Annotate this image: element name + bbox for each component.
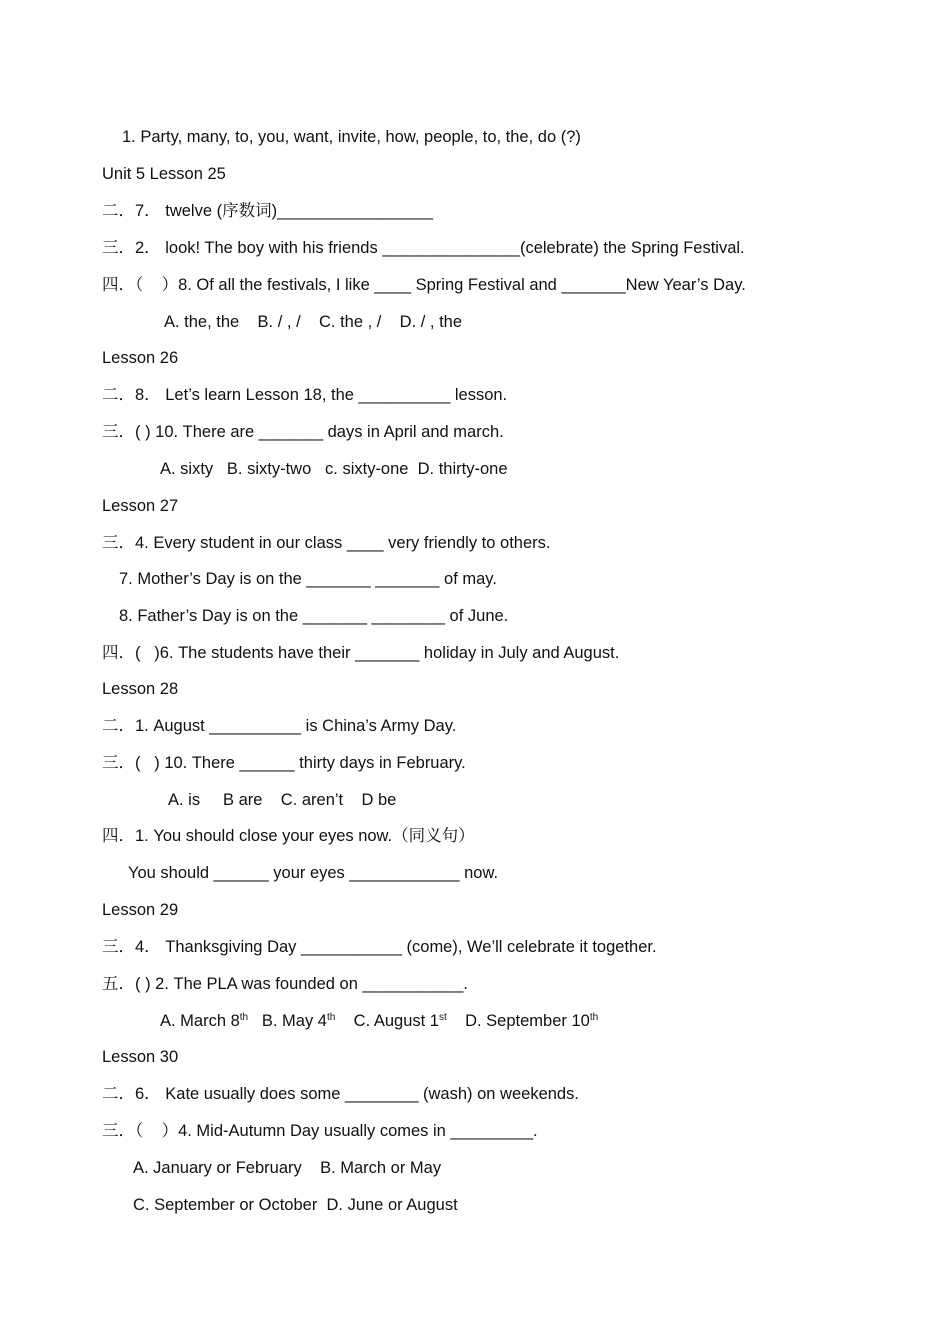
- question-line: 8. Father’s Day is on the _______ ________ of June.: [119, 607, 509, 625]
- lesson-heading: Lesson 27: [102, 497, 179, 515]
- question-line: 1. Party, many, to, you, want, invite, how, people, to, the, do (?): [122, 128, 581, 146]
- lesson-heading: Lesson 30: [102, 1048, 179, 1066]
- ordinal-suffix: th: [239, 1012, 249, 1023]
- question-line: 三．4. Every student in our class ____ very friendly to others.: [102, 534, 551, 552]
- question-line: 二．8． Let’s learn Lesson 18, the __________ lesson.: [102, 386, 508, 404]
- lesson-heading: Lesson 26: [102, 349, 179, 367]
- answer-options: A. January or February B. March or May: [133, 1159, 442, 1177]
- question-line: 7. Mother’s Day is on the _______ _______ of may.: [119, 570, 497, 588]
- lesson-heading: Lesson 29: [102, 901, 179, 919]
- answer-options: A. the, the B. / , / C. the , / D. / , the: [164, 313, 463, 331]
- question-line: 二．7． twelve (序数词)_________________: [102, 202, 434, 220]
- lesson-heading: Lesson 28: [102, 680, 179, 698]
- question-line: 四．( )6. The students have their _______ holiday in July and August.: [102, 644, 620, 662]
- question-line: 四．1. You should close your eyes now.（同义句）: [102, 827, 475, 845]
- question-line: 三．( ) 10. There ______ thirty days in February.: [102, 754, 466, 772]
- answer-options: A. is B are C. aren’t D be: [168, 791, 397, 809]
- option-d: D. September 10: [446, 1012, 590, 1030]
- ordinal-suffix: th: [589, 1012, 599, 1023]
- ordinal-suffix: th: [326, 1012, 336, 1023]
- option-c: C. August 1: [335, 1012, 439, 1030]
- question-line: 二．6． Kate usually does some ________ (wash) on weekends.: [102, 1085, 579, 1103]
- answer-options: A. sixty B. sixty-two c. sixty-one D. thirty-one: [160, 460, 508, 478]
- answer-options: C. September or October D. June or August: [133, 1196, 458, 1214]
- question-line: 五．( ) 2. The PLA was founded on ___________.: [102, 975, 468, 993]
- unit-heading: Unit 5 Lesson 25: [102, 165, 226, 183]
- option-b: B. May 4: [248, 1012, 327, 1030]
- question-line: 三．2． look! The boy with his friends _______________(celebrate) the Spring Festival.: [102, 239, 745, 257]
- question-line: 三．4． Thanksgiving Day ___________ (come), We’ll celebrate it together.: [102, 938, 657, 956]
- question-line: You should ______ your eyes ____________ now.: [128, 864, 499, 882]
- question-line: 三．( ) 10. There are _______ days in April and march.: [102, 423, 504, 441]
- question-line: 三．（ ）4. Mid-Autumn Day usually comes in _________.: [102, 1122, 538, 1140]
- ordinal-suffix: st: [438, 1012, 447, 1023]
- option-a: A. March 8: [160, 1012, 240, 1030]
- question-line: 二．1. August __________ is China’s Army Day.: [102, 717, 457, 735]
- question-line: 四．（ ）8. Of all the festivals, I like ____ Spring Festival and _______New Year’s Day.: [102, 276, 746, 294]
- answer-options: [160, 1011, 598, 1031]
